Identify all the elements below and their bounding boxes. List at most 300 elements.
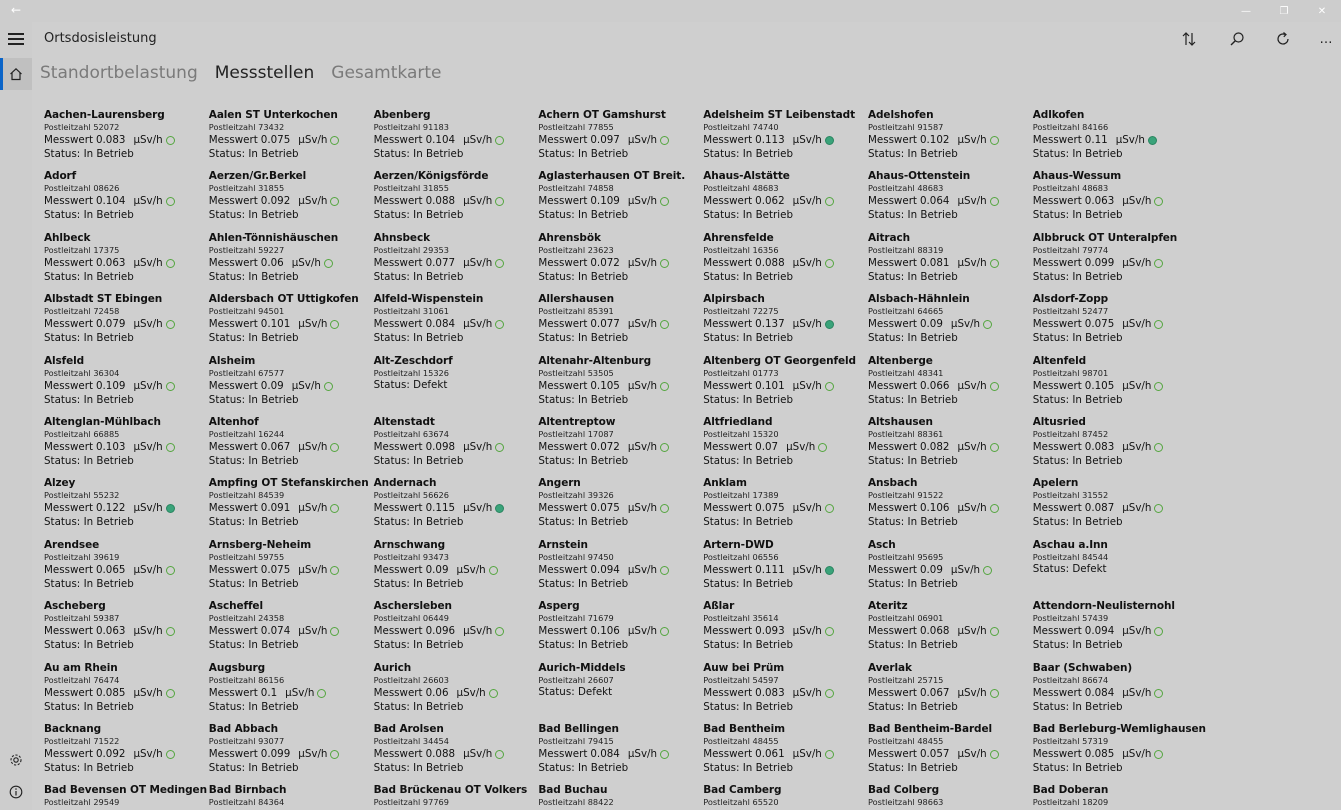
- postal-code-label: Postleitzahl: [208, 551, 256, 562]
- status-label: Status:: [373, 148, 410, 160]
- status-indicator-icon: [1154, 750, 1163, 759]
- status-label: Status:: [867, 516, 905, 529]
- home-icon: [9, 67, 23, 81]
- station-card[interactable]: [703, 292, 868, 353]
- station-card[interactable]: [209, 231, 374, 292]
- station-card[interactable]: [374, 783, 539, 810]
- station-card[interactable]: [868, 292, 1033, 353]
- postal-code-value: 84544: [1082, 551, 1109, 562]
- status-indicator-icon: [166, 382, 175, 391]
- station-measurement: [703, 256, 868, 271]
- station-card[interactable]: [538, 661, 703, 722]
- station-card[interactable]: [374, 722, 539, 783]
- measurement-label: Messwert: [703, 686, 753, 699]
- measurement-value: 0.062: [755, 195, 785, 208]
- measurement-label: Messwert: [867, 318, 917, 331]
- station-postal-code: [44, 429, 209, 440]
- close-icon[interactable]: ✕: [1317, 5, 1327, 17]
- status-value: In Betrieb: [413, 516, 464, 529]
- postal-code-value: 16356: [752, 244, 779, 255]
- postal-code-label: Postleitzahl: [208, 367, 256, 378]
- station-card[interactable]: [1033, 292, 1198, 353]
- station-card[interactable]: [538, 476, 703, 537]
- measurement-label: Messwert: [867, 625, 917, 638]
- measurement-label: Messwert: [44, 502, 93, 515]
- status-value: In Betrieb: [413, 209, 464, 222]
- station-measurement: [374, 194, 539, 209]
- status-indicator-icon: [495, 136, 504, 145]
- station-card[interactable]: [44, 538, 209, 599]
- postal-code-label: Postleitzahl: [208, 428, 256, 439]
- station-card[interactable]: [868, 476, 1033, 537]
- status-value: In Betrieb: [742, 761, 793, 774]
- station-card[interactable]: [868, 415, 1033, 476]
- station-postal-code: [374, 306, 539, 317]
- postal-code-label: Postleitzahl: [867, 183, 915, 194]
- postal-code-label: Postleitzahl: [703, 367, 750, 378]
- status-value: In Betrieb: [907, 270, 958, 283]
- info-nav-button[interactable]: [0, 776, 32, 808]
- station-name: Aalen ST Unterkochen: [208, 109, 338, 121]
- status-indicator-icon: [1154, 443, 1163, 452]
- station-card[interactable]: [44, 108, 209, 169]
- status-indicator-icon: [330, 566, 339, 575]
- station-card[interactable]: [703, 661, 868, 722]
- station-status: [538, 148, 703, 161]
- more-options-icon[interactable]: …: [1319, 31, 1333, 47]
- status-indicator-icon: [324, 382, 333, 391]
- station-card[interactable]: [1033, 538, 1198, 599]
- status-indicator-icon: [1154, 504, 1163, 513]
- measurement-label: Messwert: [867, 195, 917, 208]
- status-label: Status:: [373, 378, 410, 391]
- measurement-unit: µSv/h: [291, 379, 321, 392]
- postal-code-value: 15326: [422, 367, 449, 378]
- tab-messstellen[interactable]: Messstellen: [214, 63, 315, 83]
- measurement-value: 0.092: [260, 195, 291, 208]
- station-status: [538, 639, 703, 652]
- station-card[interactable]: [868, 599, 1033, 660]
- station-card[interactable]: [1033, 108, 1198, 169]
- measurement-label: Messwert: [867, 440, 917, 453]
- station-card[interactable]: [374, 538, 539, 599]
- station-card[interactable]: [209, 783, 374, 810]
- station-card[interactable]: [209, 661, 374, 722]
- measurement-unit: µSv/h: [1122, 440, 1152, 453]
- postal-code-label: Postleitzahl: [1032, 490, 1080, 501]
- status-indicator-icon: [825, 750, 834, 759]
- station-card[interactable]: [374, 661, 539, 722]
- measurement-label: Messwert: [1032, 195, 1082, 208]
- measurement-value: 0.109: [95, 379, 126, 392]
- postal-code-value: 23623: [587, 244, 614, 255]
- station-card[interactable]: [538, 538, 703, 599]
- status-value: Defekt: [413, 378, 448, 391]
- station-status: [868, 578, 1033, 591]
- status-indicator-icon: [1148, 136, 1157, 145]
- postal-code-value: 34454: [422, 735, 449, 746]
- postal-code-value: 36304: [93, 367, 120, 378]
- measurement-value: 0.115: [425, 502, 456, 515]
- station-card[interactable]: [868, 783, 1033, 810]
- station-status: [374, 271, 539, 284]
- postal-code-value: 48455: [752, 735, 779, 746]
- postal-code-value: 72275: [752, 306, 779, 317]
- station-status: [374, 332, 539, 345]
- status-indicator-icon: [1154, 197, 1163, 206]
- status-indicator-icon: [1154, 382, 1163, 391]
- station-card[interactable]: [538, 354, 703, 415]
- measurement-label: Messwert: [703, 563, 753, 576]
- station-card[interactable]: [1033, 231, 1198, 292]
- postal-code-value: 57439: [1082, 613, 1109, 624]
- station-name: Adelshofen: [867, 109, 934, 121]
- postal-code-label: Postleitzahl: [538, 613, 586, 624]
- station-card[interactable]: [703, 354, 868, 415]
- postal-code-label: Postleitzahl: [867, 613, 915, 624]
- maximize-icon[interactable]: ❐: [1279, 5, 1289, 17]
- measurement-value: 0.083: [95, 134, 126, 146]
- station-card[interactable]: [209, 354, 374, 415]
- status-indicator-icon: [317, 689, 326, 698]
- postal-code-label: Postleitzahl: [703, 306, 750, 317]
- station-postal-code: [538, 613, 703, 624]
- station-card[interactable]: [1033, 783, 1198, 810]
- station-measurement: [703, 747, 868, 762]
- station-card[interactable]: [209, 476, 374, 537]
- station-postal-code: [209, 245, 374, 256]
- station-card[interactable]: [209, 108, 374, 169]
- station-status: [703, 148, 868, 161]
- station-card[interactable]: [1033, 415, 1198, 476]
- station-card[interactable]: [703, 783, 868, 810]
- status-value: In Betrieb: [907, 639, 958, 652]
- measurement-unit: µSv/h: [627, 195, 658, 208]
- status-value: In Betrieb: [742, 332, 793, 345]
- station-measurement: [209, 686, 374, 701]
- sort-button[interactable]: [1177, 28, 1201, 50]
- station-card[interactable]: [374, 599, 539, 660]
- station-card[interactable]: [538, 599, 703, 660]
- postal-code-value: 84166: [1082, 122, 1109, 132]
- station-card[interactable]: [538, 108, 703, 169]
- station-card[interactable]: [44, 722, 209, 783]
- measurement-value: 0.074: [260, 625, 291, 638]
- station-card[interactable]: [44, 783, 209, 810]
- measurement-value: 0.09: [425, 563, 449, 576]
- station-card[interactable]: [1032, 722, 1206, 783]
- postal-code-value: 93473: [422, 551, 449, 562]
- measurement-value: 0.09: [260, 379, 284, 392]
- station-postal-code: [868, 490, 1033, 501]
- measurement-value: 0.075: [755, 502, 785, 515]
- station-status: [209, 394, 374, 407]
- station-card[interactable]: [209, 415, 374, 476]
- station-card[interactable]: [703, 599, 868, 660]
- station-card[interactable]: [44, 292, 209, 353]
- measurement-value: 0.099: [260, 747, 291, 760]
- postal-code-label: Postleitzahl: [538, 122, 586, 132]
- station-status: [538, 271, 703, 284]
- status-value: In Betrieb: [248, 148, 299, 160]
- station-status: [1033, 762, 1198, 775]
- measurement-value: 0.104: [425, 134, 456, 146]
- station-status: [703, 209, 868, 222]
- station-measurement: [209, 624, 374, 639]
- status-label: Status:: [867, 148, 905, 160]
- station-name: Aurich: [373, 661, 412, 674]
- measurement-label: Messwert: [1032, 686, 1082, 699]
- station-card[interactable]: [374, 476, 539, 537]
- tab-gesamtkarte[interactable]: Gesamtkarte: [331, 63, 442, 83]
- station-card[interactable]: [374, 169, 539, 230]
- status-label: Status:: [373, 454, 410, 467]
- station-postal-code: [538, 552, 703, 563]
- postal-code-value: 48683: [752, 183, 779, 194]
- station-card[interactable]: [703, 415, 868, 476]
- back-arrow-icon[interactable]: ←: [10, 3, 22, 17]
- station-card[interactable]: [44, 415, 209, 476]
- station-card[interactable]: [1033, 599, 1198, 660]
- postal-code-label: Postleitzahl: [538, 797, 586, 808]
- station-card[interactable]: [703, 231, 868, 292]
- station-card[interactable]: [538, 783, 703, 810]
- measurement-label: Messwert: [373, 747, 423, 760]
- station-name: Altenahr-Altenburg: [538, 354, 652, 367]
- status-label: Status:: [44, 332, 81, 345]
- status-label: Status:: [373, 209, 410, 222]
- station-name: Alsheim: [208, 354, 256, 367]
- measurement-unit: µSv/h: [786, 440, 816, 453]
- station-postal-code: [44, 368, 209, 379]
- measurement-label: Messwert: [703, 747, 753, 760]
- postal-code-label: Postleitzahl: [703, 183, 750, 194]
- status-indicator-icon: [990, 627, 999, 636]
- status-value: In Betrieb: [83, 332, 134, 345]
- measurement-label: Messwert: [1032, 747, 1082, 760]
- station-card[interactable]: [1033, 354, 1198, 415]
- station-card[interactable]: [44, 476, 209, 537]
- station-name: Bad Camberg: [703, 784, 782, 797]
- postal-code-value: 55232: [93, 490, 120, 501]
- hamburger-menu-icon[interactable]: [8, 33, 24, 45]
- station-card[interactable]: [44, 354, 209, 415]
- status-label: Status:: [373, 577, 410, 590]
- status-indicator-icon: [660, 259, 669, 268]
- status-value: In Betrieb: [83, 761, 134, 774]
- station-card[interactable]: [868, 231, 1033, 292]
- station-card[interactable]: [1033, 661, 1198, 722]
- station-measurement: [538, 440, 703, 455]
- postal-code-label: Postleitzahl: [1032, 367, 1080, 378]
- search-button[interactable]: [1225, 28, 1249, 50]
- station-measurement: [703, 624, 868, 639]
- station-postal-code: [868, 306, 1033, 317]
- status-indicator-icon: [495, 320, 504, 329]
- measurement-unit: µSv/h: [133, 625, 163, 638]
- station-status: [44, 332, 209, 345]
- station-card[interactable]: [374, 108, 539, 169]
- measurement-value: 0.091: [260, 502, 291, 515]
- postal-code-value: 88361: [917, 428, 944, 439]
- station-postal-code: [868, 245, 1033, 256]
- station-postal-code: [868, 797, 1033, 808]
- station-card[interactable]: [868, 169, 1033, 230]
- tab-standortbelastung[interactable]: Standortbelastung: [40, 63, 198, 83]
- status-label: Status:: [703, 148, 740, 160]
- station-measurement: [44, 686, 209, 701]
- station-card[interactable]: [209, 292, 374, 353]
- station-card[interactable]: [538, 722, 703, 783]
- status-indicator-icon: [166, 689, 175, 698]
- status-value: In Betrieb: [248, 761, 299, 774]
- station-card[interactable]: [868, 722, 1033, 783]
- station-measurement: [44, 379, 209, 394]
- station-postal-code: [868, 613, 1033, 624]
- postal-code-value: 95695: [917, 551, 944, 562]
- station-measurement: [374, 256, 539, 271]
- measurement-unit: µSv/h: [298, 440, 328, 453]
- status-value: In Betrieb: [83, 516, 134, 529]
- station-status: [868, 271, 1033, 284]
- station-postal-code: [703, 183, 868, 194]
- postal-code-label: Postleitzahl: [44, 367, 91, 378]
- status-label: Status:: [703, 332, 740, 345]
- station-card[interactable]: [374, 354, 539, 415]
- station-measurement: [209, 194, 374, 209]
- station-status: [44, 271, 209, 284]
- refresh-button[interactable]: [1271, 28, 1295, 50]
- station-name: Ampfing OT Stefanskirchen: [208, 477, 369, 490]
- station-status: [209, 332, 374, 345]
- station-postal-code: [1033, 368, 1198, 379]
- postal-code-label: Postleitzahl: [867, 122, 915, 132]
- station-card[interactable]: [209, 599, 374, 660]
- station-card[interactable]: [44, 661, 209, 722]
- status-label: Status:: [867, 270, 905, 283]
- station-card[interactable]: [868, 538, 1033, 599]
- station-card[interactable]: [703, 108, 868, 169]
- measurement-unit: µSv/h: [133, 256, 163, 269]
- station-name: Ateritz: [867, 600, 908, 613]
- measurement-value: 0.099: [1084, 256, 1115, 269]
- station-card[interactable]: [374, 231, 539, 292]
- station-card[interactable]: [703, 722, 868, 783]
- status-indicator-icon: [660, 136, 669, 145]
- station-postal-code: [209, 122, 374, 133]
- station-card[interactable]: [209, 169, 374, 230]
- status-label: Status:: [208, 516, 246, 529]
- status-indicator-icon: [166, 750, 175, 759]
- station-postal-code: [209, 306, 374, 317]
- postal-code-label: Postleitzahl: [1032, 306, 1080, 317]
- station-card[interactable]: [538, 231, 703, 292]
- measurement-label: Messwert: [373, 686, 423, 699]
- station-card[interactable]: [703, 169, 868, 230]
- minimize-icon[interactable]: —: [1241, 5, 1251, 17]
- station-status: [703, 701, 868, 714]
- station-card[interactable]: [209, 722, 374, 783]
- settings-nav-button[interactable]: [0, 744, 32, 776]
- measurement-value: 0.057: [919, 747, 950, 760]
- station-card[interactable]: [374, 292, 539, 353]
- station-postal-code: [703, 245, 868, 256]
- measurement-value: 0.098: [425, 440, 456, 453]
- measurement-unit: µSv/h: [627, 563, 658, 576]
- status-value: In Betrieb: [742, 639, 793, 652]
- station-name: Aschersleben: [373, 600, 452, 613]
- status-value: In Betrieb: [83, 270, 134, 283]
- measurement-value: 0.081: [919, 256, 950, 269]
- status-indicator-icon: [825, 197, 834, 206]
- station-status: [1033, 148, 1198, 161]
- home-nav-button[interactable]: [0, 58, 32, 90]
- station-status: [538, 394, 703, 407]
- station-card[interactable]: [1033, 169, 1198, 230]
- status-indicator-icon: [825, 136, 834, 145]
- status-indicator-icon: [660, 504, 669, 513]
- station-status: [374, 455, 539, 468]
- measurement-label: Messwert: [1032, 256, 1082, 269]
- station-name: Aldersbach OT Uttigkofen: [208, 293, 359, 306]
- status-value: In Betrieb: [742, 577, 793, 590]
- station-postal-code: [538, 306, 703, 317]
- postal-code-value: 26603: [422, 674, 449, 685]
- status-indicator-icon: [1154, 259, 1163, 268]
- station-measurement: [1033, 317, 1198, 332]
- status-label: Status:: [538, 639, 575, 652]
- status-indicator-icon: [825, 566, 834, 575]
- station-card[interactable]: [1033, 476, 1198, 537]
- station-card[interactable]: [538, 169, 703, 230]
- status-label: Status:: [208, 209, 246, 222]
- station-card[interactable]: [703, 476, 868, 537]
- station-status: [703, 762, 868, 775]
- station-status: [1033, 455, 1198, 468]
- station-card[interactable]: [703, 538, 868, 599]
- station-card[interactable]: [868, 354, 1033, 415]
- station-card[interactable]: [44, 599, 209, 660]
- measurement-unit: µSv/h: [792, 747, 822, 760]
- status-label: Status:: [1032, 332, 1070, 345]
- status-value: In Betrieb: [907, 761, 958, 774]
- station-name: Bad Bellingen: [538, 722, 619, 735]
- postal-code-value: 76474: [93, 674, 120, 685]
- postal-code-value: 24358: [258, 613, 285, 624]
- station-card[interactable]: [868, 108, 1033, 169]
- station-card[interactable]: [538, 415, 703, 476]
- status-label: Status:: [208, 148, 246, 160]
- station-card[interactable]: [44, 169, 209, 230]
- measurement-label: Messwert: [703, 379, 753, 392]
- measurement-unit: µSv/h: [950, 318, 981, 331]
- station-measurement: [44, 440, 209, 455]
- station-card[interactable]: [538, 292, 703, 353]
- station-card[interactable]: [868, 661, 1033, 722]
- station-name: Albbruck OT Unteralpfen: [1032, 231, 1178, 244]
- status-value: In Betrieb: [83, 639, 134, 652]
- station-postal-code: [209, 183, 374, 194]
- station-name: Aurich-Middels: [538, 661, 626, 674]
- station-card[interactable]: [209, 538, 374, 599]
- status-label: Status:: [208, 639, 246, 652]
- status-indicator-icon: [330, 136, 339, 145]
- station-card[interactable]: [44, 231, 209, 292]
- postal-code-value: 56626: [422, 490, 449, 501]
- station-card[interactable]: [374, 415, 539, 476]
- station-name: Augsburg: [208, 661, 266, 674]
- status-value: In Betrieb: [1072, 700, 1123, 713]
